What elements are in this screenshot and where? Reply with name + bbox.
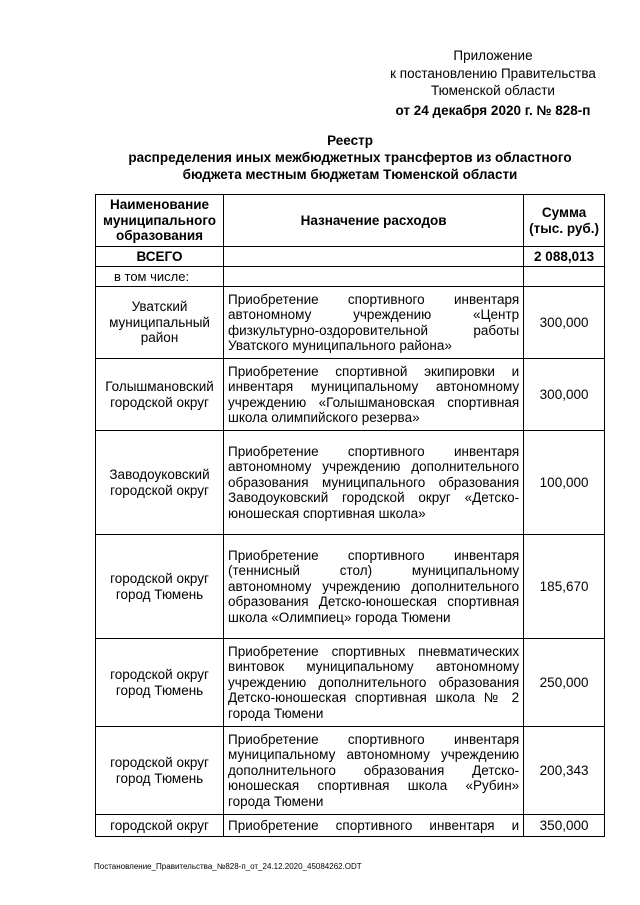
registry-table	[95, 194, 605, 837]
row-sum: 185,670	[524, 535, 605, 639]
row-purpose: Приобретение спортивной экипировки и инвентаря муниципальному автономному учреждению «Голышмановская спортивная школа олимпийского резерва»	[224, 359, 524, 431]
table-row	[96, 287, 605, 359]
row-municipality: городской округ	[96, 815, 224, 837]
row-municipality: городской округ город Тюмень	[96, 639, 224, 727]
row-sum: 300,000	[524, 287, 605, 359]
row-purpose: Приобретение спортивного инвентаря муниципальному автономному учреждению дополнительного образования Детско-юношеская спортивная школа «Рубин» города Тюмени	[224, 727, 524, 815]
row-purpose: Приобретение спортивных пневматических винтовок муниципальному автономному учреждению дополнительного образования Детско-юношеская спортивная школа № 2 города Тюмени	[224, 639, 524, 727]
title-line-2: распределения иных межбюджетных трансфертов из областного	[128, 150, 572, 165]
appendix-resolution: к постановлению Правительства	[390, 65, 596, 81]
row-sum: 200,343	[524, 727, 605, 815]
table-row	[96, 535, 605, 639]
total-sum: 2 088,013	[524, 247, 605, 267]
row-sum: 100,000	[524, 431, 605, 535]
subheader-row	[96, 267, 605, 287]
row-sum: 300,000	[524, 359, 605, 431]
total-row	[96, 247, 605, 267]
table-row	[96, 431, 605, 535]
title-line-1: Реестр	[327, 133, 373, 148]
document-footer: Постановление_Правительства_№828-п_от_24.12.2020_45084262.ODT	[94, 862, 362, 871]
row-sum: 350,000	[524, 815, 605, 837]
row-purpose: Приобретение спортивного инвентаря автономному учреждению «Центр физкультурно-оздоровительной работы Уватского муниципального района»	[224, 287, 524, 359]
column-header-name: Наименование муниципального образования	[96, 195, 224, 247]
row-purpose: Приобретение спортивного инвентаря автономному учреждению дополнительного образования муниципального образования Заводоуковский городской округ «Детско-юношеская спортивная школа»	[224, 431, 524, 535]
appendix-region: Тюменской области	[431, 83, 555, 98]
subheader-label: в том числе:	[96, 267, 224, 287]
appendix-header	[380, 47, 606, 119]
title-line-3: бюджета местным бюджетам Тюменской области	[182, 167, 518, 182]
document-title	[60, 132, 640, 183]
total-label: ВСЕГО	[96, 247, 224, 267]
row-municipality: Голышмановский городской округ	[96, 359, 224, 431]
total-purpose-empty	[224, 247, 524, 267]
table-row	[96, 727, 605, 815]
subheader-purpose-empty	[224, 267, 524, 287]
row-purpose: Приобретение спортивного инвентаря (теннисный стол) муниципальному автономному учреждению дополнительного образования Детско-юношеская спортивная школа «Олимпиец» города Тюмени	[224, 535, 524, 639]
table-row	[96, 815, 605, 837]
table-header-row	[96, 195, 605, 247]
appendix-date: от 24 декабря 2020 г. № 828-п	[395, 102, 591, 118]
row-sum: 250,000	[524, 639, 605, 727]
row-municipality: городской округ город Тюмень	[96, 535, 224, 639]
subheader-sum-empty	[524, 267, 605, 287]
row-municipality: городской округ город Тюмень	[96, 727, 224, 815]
row-municipality: Заводоуковский городской округ	[96, 431, 224, 535]
column-header-purpose: Назначение расходов	[224, 195, 524, 247]
appendix-label: Приложение	[453, 48, 533, 63]
table-row	[96, 359, 605, 431]
column-header-sum: Сумма (тыс. руб.)	[524, 195, 605, 247]
row-purpose: Приобретение спортивного инвентаря и	[224, 815, 524, 837]
row-municipality: Уватский муниципальный район	[96, 287, 224, 359]
table-row	[96, 639, 605, 727]
